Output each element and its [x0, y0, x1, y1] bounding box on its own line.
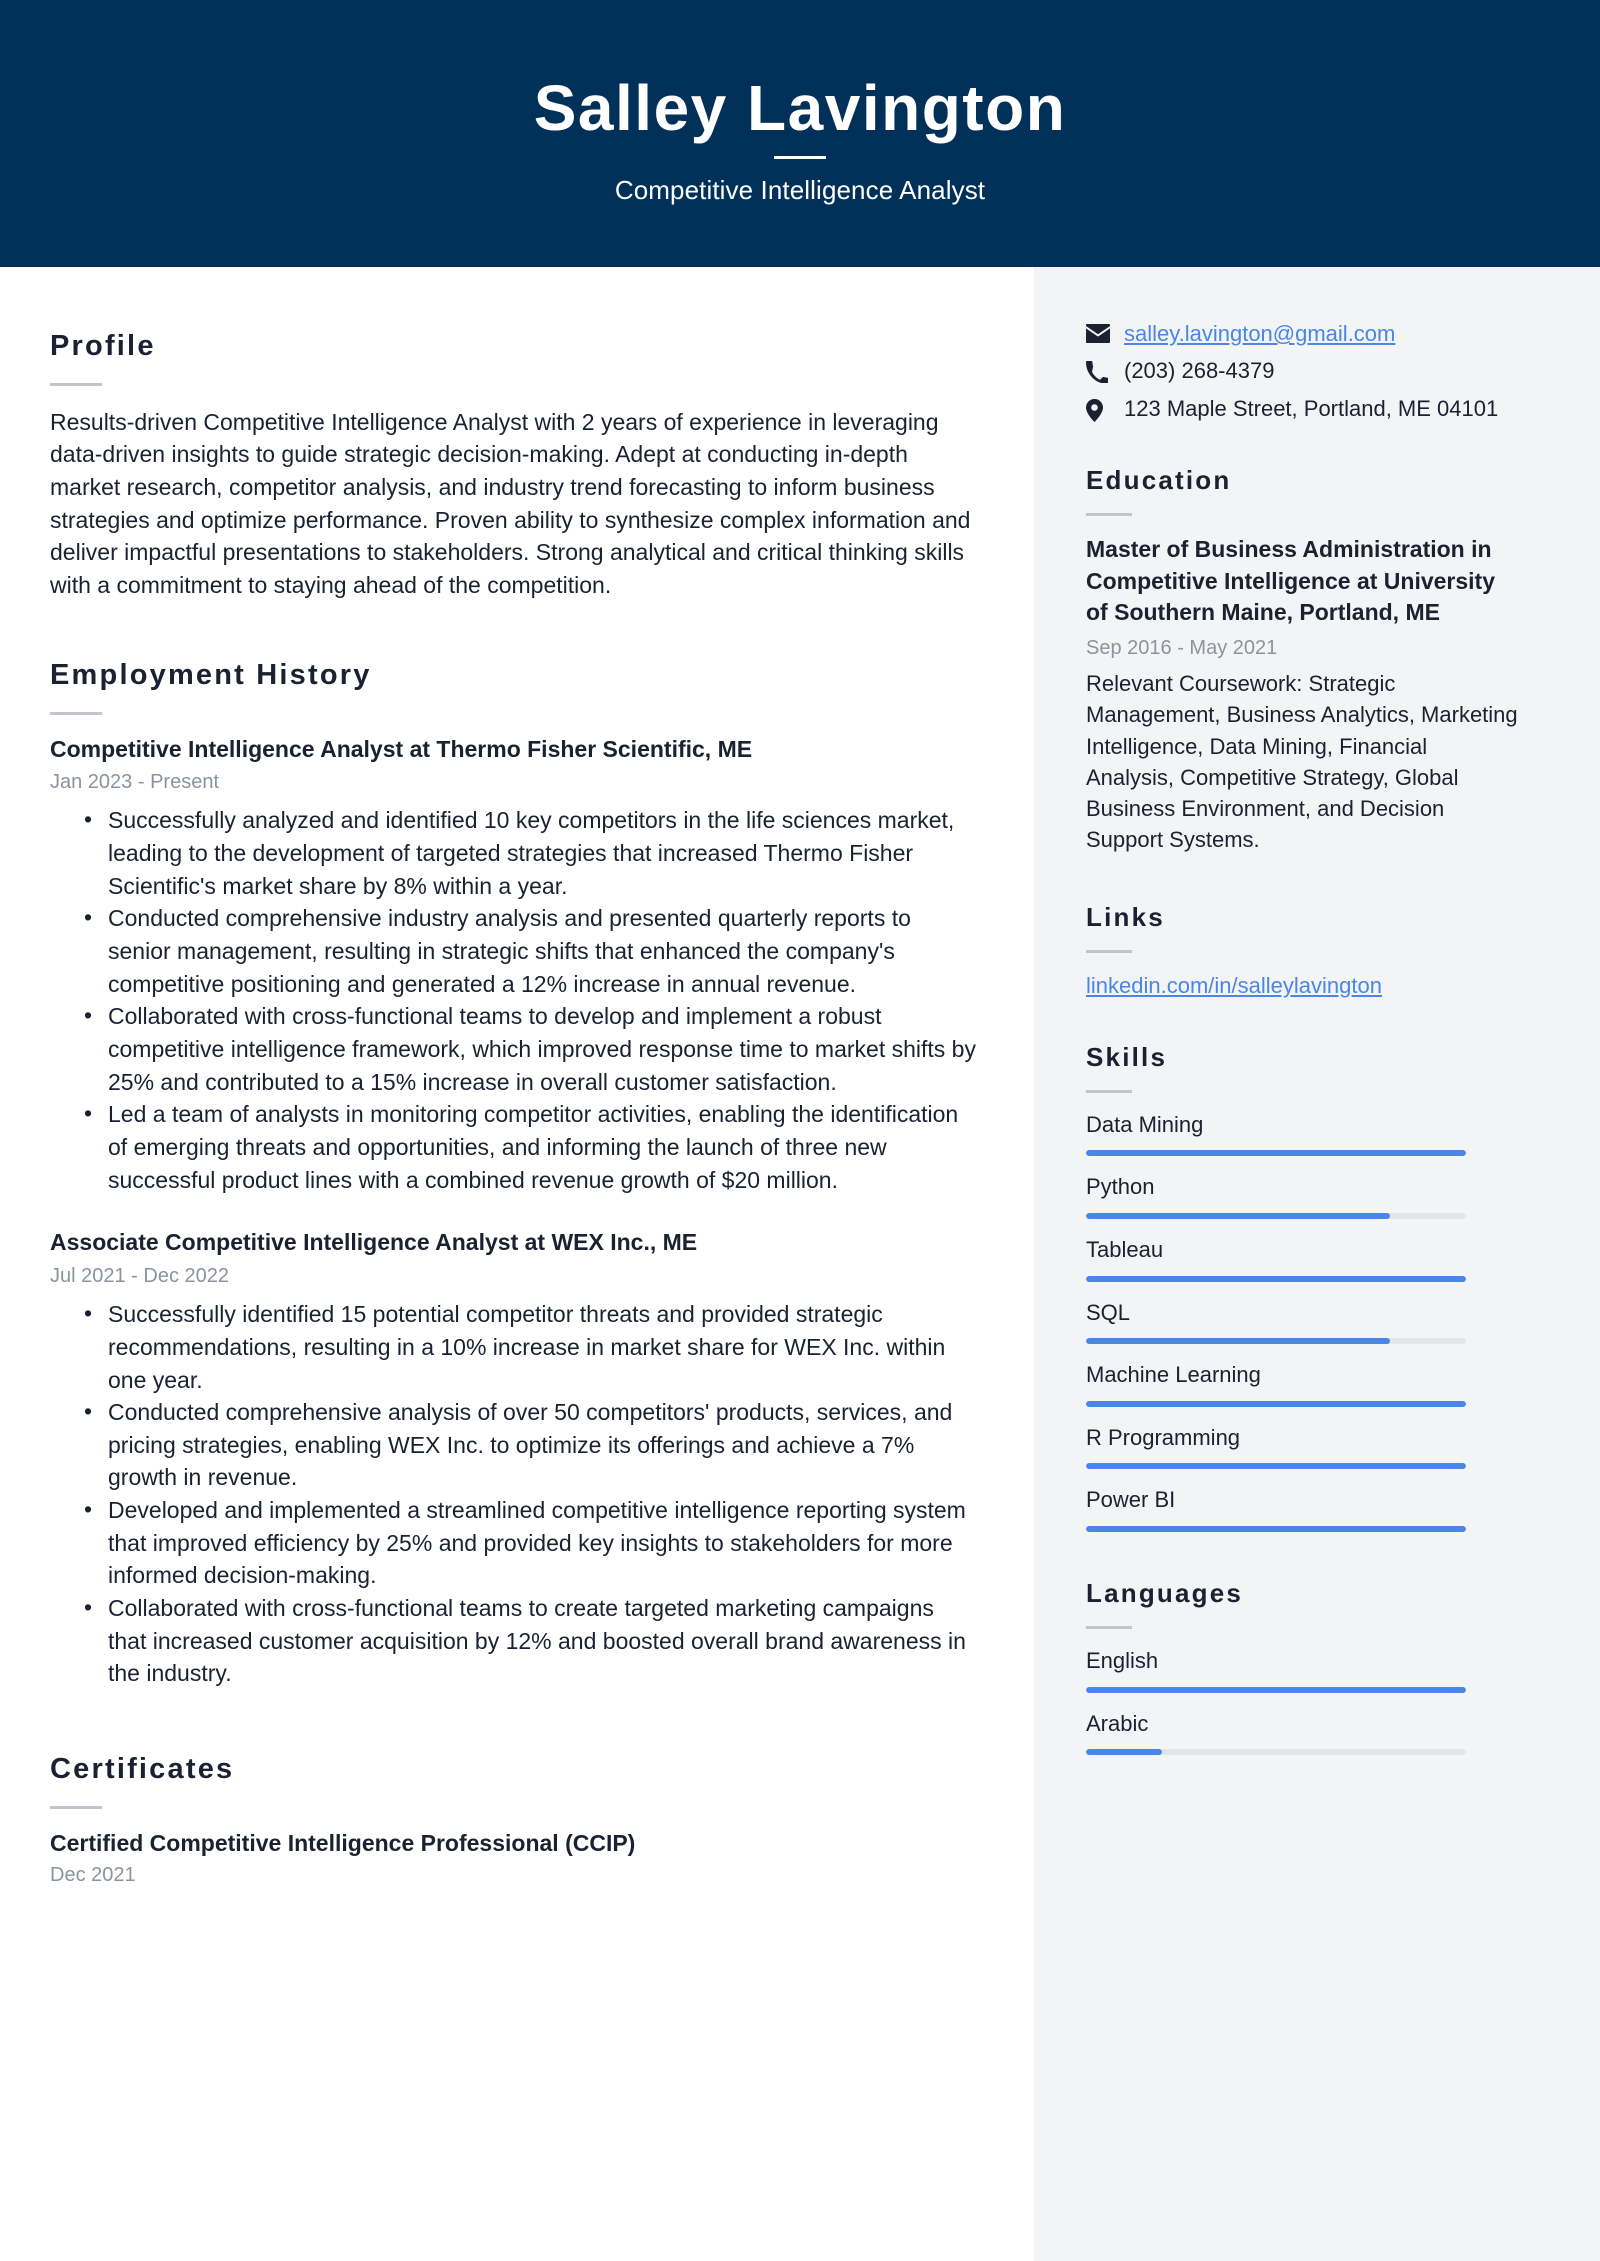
section-certificates — [50, 1752, 978, 1887]
job-title: Associate Competitive Intelligence Analyst at WEX Inc., ME — [50, 1229, 698, 1256]
section-rule — [1086, 950, 1132, 953]
section-heading-links: Links — [1086, 901, 1165, 932]
map-pin-icon — [1086, 394, 1116, 422]
skill-item — [1086, 1299, 1520, 1345]
profile-text: Results-driven Competitive Intelligence Analyst with 2 years of experience in leveraging data-driven insights to guide strategic decision-making. Adept at conducting in-depth market research, competitor analysis, and industry trend forecasting to inform business strategies and optimize performance. Proven ability to synthesize complex information and deliver impactful presentations to stakeholders. Strong analytical and critical thinking skills with a commitment to staying ahead of the competition. — [50, 408, 971, 599]
skill-bar-fill — [1086, 1213, 1390, 1219]
education-entry — [1086, 534, 1520, 856]
section-rule — [50, 383, 102, 386]
skill-bar-fill — [1086, 1401, 1466, 1407]
job-dates: Jul 2021 - Dec 2022 — [50, 1265, 230, 1288]
section-rule — [50, 1806, 102, 1809]
skill-label: SQL — [1086, 1299, 1131, 1325]
job-title: Competitive Intelligence Analyst at Thermo Fisher Scientific, ME — [50, 735, 753, 762]
skill-bar-track — [1086, 1213, 1466, 1219]
skill-item — [1086, 1361, 1520, 1407]
section-skills — [1086, 1042, 1520, 1532]
contact-address — [1086, 394, 1520, 423]
certificate-name: Certified Competitive Intelligence Professional (CCIP) — [50, 1829, 636, 1856]
job-bullet-list — [50, 804, 978, 1196]
contact-email[interactable] — [1086, 319, 1520, 348]
main-column — [0, 267, 1034, 2261]
certificate-entry — [50, 1829, 978, 1887]
job-bullet: • Conducted comprehensive industry analysis and presented quarterly reports to senior management, resulting in strategic shifts that enhanced the company's competitive positioning and generated a 12% increase in annual revenue. — [84, 902, 978, 1000]
section-employment-history — [50, 658, 978, 1690]
job-bullet: • Collaborated with cross-functional teams to create targeted marketing campaigns that increased customer acquisition by 12% and boosted overall brand awareness in the industry. — [84, 1592, 978, 1690]
language-item — [1086, 1710, 1520, 1756]
section-rule — [1086, 513, 1132, 516]
linkedin-link[interactable]: linkedin.com/in/salleylavington — [1086, 972, 1382, 998]
skill-bar-track — [1086, 1150, 1466, 1156]
resume-header — [0, 0, 1600, 267]
education-degree: Master of Business Administration in Competitive Intelligence at University of Southern Maine, Portland, ME — [1086, 535, 1496, 626]
section-languages — [1086, 1578, 1520, 1755]
education-description: Relevant Coursework: Strategic Management, Business Analytics, Marketing Intelligence, Data Mining, Financial Analysis, Competitive Strategy, Global Business Environment, and Decision Support Systems. — [1086, 671, 1518, 853]
skill-bar-fill — [1086, 1526, 1466, 1532]
sidebar-column — [1034, 267, 1600, 2261]
skill-bar-track — [1086, 1526, 1466, 1532]
skill-label: Power BI — [1086, 1487, 1176, 1513]
job-bullet: • Successfully identified 15 potential competitor threats and provided strategic recommendations, resulting in a 10% increase in market share for WEX Inc. within one year. — [84, 1298, 978, 1396]
section-profile — [50, 329, 978, 602]
job-bullet: • Successfully analyzed and identified 10 key competitors in the life sciences market, leading to the development of targeted strategies that increased Thermo Fisher Scientific's market share by 8% within a year. — [84, 804, 978, 902]
skill-label: R Programming — [1086, 1424, 1241, 1450]
skill-label: Data Mining — [1086, 1111, 1204, 1137]
contact-list — [1086, 319, 1520, 423]
skill-bar-track — [1086, 1338, 1466, 1344]
skill-bar-track — [1086, 1463, 1466, 1469]
resume-body — [0, 267, 1600, 2261]
skill-label: Machine Learning — [1086, 1362, 1261, 1388]
language-bar-track — [1086, 1687, 1466, 1693]
envelope-icon — [1086, 319, 1116, 343]
language-label: English — [1086, 1648, 1159, 1674]
skill-bar-track — [1086, 1401, 1466, 1407]
header-subtitle: Competitive Intelligence Analyst — [614, 175, 986, 206]
skill-bar-fill — [1086, 1150, 1466, 1156]
skill-label: Tableau — [1086, 1236, 1164, 1262]
language-bar-fill — [1086, 1687, 1466, 1693]
employment-entry — [50, 735, 978, 1197]
skill-item — [1086, 1173, 1520, 1219]
skill-bar-track — [1086, 1276, 1466, 1282]
skill-item — [1086, 1424, 1520, 1470]
job-bullet-list — [50, 1298, 978, 1690]
email-link[interactable]: salley.lavington@gmail.com — [1124, 321, 1396, 346]
phone-icon — [1086, 356, 1116, 383]
certificate-date: Dec 2021 — [50, 1863, 136, 1886]
section-heading-profile: Profile — [50, 330, 156, 362]
job-dates: Jan 2023 - Present — [50, 771, 219, 794]
skill-item — [1086, 1111, 1520, 1157]
skill-item — [1086, 1486, 1520, 1532]
skill-label: Python — [1086, 1174, 1155, 1200]
section-rule — [1086, 1626, 1132, 1629]
section-heading-certificates: Certificates — [50, 1753, 235, 1786]
language-bar-fill — [1086, 1749, 1162, 1755]
language-item — [1086, 1647, 1520, 1693]
address-value: 123 Maple Street, Portland, ME 04101 — [1124, 395, 1499, 421]
header-divider — [774, 156, 826, 159]
section-education — [1086, 465, 1520, 856]
language-bar-track — [1086, 1749, 1466, 1755]
skill-bar-fill — [1086, 1463, 1466, 1469]
job-bullet: • Led a team of analysts in monitoring competitor activities, enabling the identification of emerging threats and opportunities, and informing the launch of three new successful product lines with a combined revenue growth of $20 million. — [84, 1098, 978, 1196]
job-bullet: • Conducted comprehensive analysis of over 50 competitors' products, services, and pricing strategies, enabling WEX Inc. to optimize its offerings and achieve a 7% growth in revenue. — [84, 1396, 978, 1494]
section-heading-employment: Employment History — [50, 658, 372, 691]
page-title: Salley Lavington — [533, 71, 1067, 144]
phone-value: (203) 268-4379 — [1124, 358, 1275, 384]
job-bullet: • Collaborated with cross-functional teams to develop and implement a robust competitive intelligence framework, which improved response time to market shifts by 25% and contributed to a 15% increase in overall customer satisfaction. — [84, 1000, 978, 1098]
job-bullet: • Developed and implemented a streamlined competitive intelligence reporting system that improved efficiency by 25% and provided key insights to stakeholders for more informed decision-making. — [84, 1494, 978, 1592]
skill-item — [1086, 1236, 1520, 1282]
section-heading-education: Education — [1086, 464, 1232, 495]
section-links — [1086, 902, 1520, 1002]
section-heading-skills: Skills — [1086, 1041, 1168, 1072]
education-dates: Sep 2016 - May 2021 — [1086, 637, 1278, 660]
section-rule — [50, 712, 102, 715]
employment-entry — [50, 1228, 978, 1690]
section-heading-languages: Languages — [1086, 1577, 1244, 1608]
skill-bar-fill — [1086, 1276, 1466, 1282]
skill-bar-fill — [1086, 1338, 1390, 1344]
section-rule — [1086, 1090, 1132, 1093]
language-label: Arabic — [1086, 1710, 1149, 1736]
contact-phone — [1086, 356, 1520, 385]
